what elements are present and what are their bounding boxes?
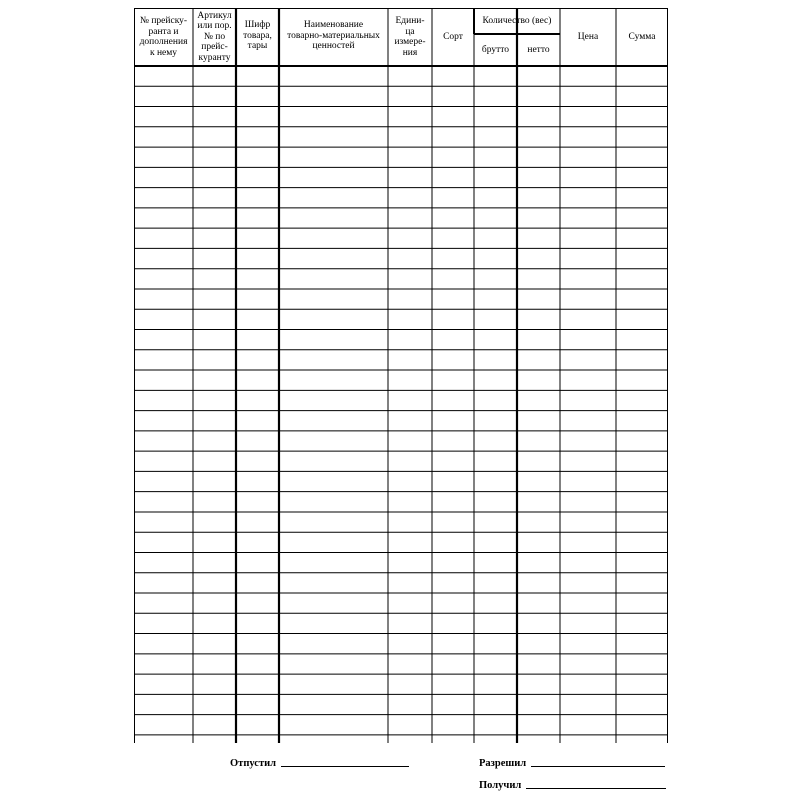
header-text-line: № по: [203, 31, 226, 42]
header-text-line: ца: [405, 26, 415, 37]
released-signature-line[interactable]: [281, 766, 409, 767]
header-text-line: Едини-: [395, 16, 425, 26]
header-quantity: [474, 8, 560, 34]
received-signature-line[interactable]: [526, 788, 666, 789]
released-signature: [230, 758, 409, 769]
header-net: [517, 34, 560, 66]
received-label: Получил: [479, 780, 522, 791]
header-text-line: нетто: [527, 44, 550, 55]
table-grid: [134, 8, 668, 743]
header-text-line: прейс-: [201, 42, 228, 53]
header-name: [279, 8, 388, 66]
permitted-label: Разрешил: [479, 758, 527, 769]
header-text-line: Сорт: [443, 31, 463, 42]
header-text-line: Количество (вес): [482, 15, 552, 26]
header-article: [193, 8, 236, 66]
header-text-line: Цена: [577, 31, 599, 42]
header-sum: [616, 8, 668, 66]
permitted-signature-line[interactable]: [531, 766, 665, 767]
header-text-line: № прейску-: [139, 16, 188, 26]
header-text-line: куранту: [198, 52, 231, 63]
header-text-line: Сумма: [628, 31, 656, 42]
header-text-line: дополнения: [139, 37, 188, 47]
header-text-line: Наименование: [303, 20, 364, 30]
header-text-line: ния: [402, 47, 418, 58]
header-text-line: ценностей: [312, 41, 355, 51]
header-code: [236, 8, 279, 66]
released-label: Отпустил: [230, 758, 277, 769]
goods-invoice-form: [134, 8, 668, 743]
header-gross: [474, 34, 517, 66]
header-text-line: товара,: [243, 30, 272, 41]
header-text-line: ранта и: [148, 26, 179, 37]
header-text-line: тары: [247, 41, 268, 51]
header-text-line: брутто: [481, 44, 510, 55]
header-grade: [432, 8, 474, 66]
header-text-line: к нему: [149, 47, 178, 58]
header-text-line: товарно-материальных: [287, 30, 380, 41]
header-unit: [388, 8, 432, 66]
permitted-signature: [479, 758, 665, 769]
header-text-line: измере-: [394, 37, 426, 47]
header-text-line: Артикул: [197, 10, 232, 21]
received-signature: [479, 780, 666, 791]
header-text-line: Шифр: [244, 20, 271, 30]
signature-block: [0, 748, 800, 800]
header-price-list-no: [134, 8, 193, 66]
header-price: [560, 8, 616, 66]
header-text-line: или пор.: [197, 21, 232, 32]
